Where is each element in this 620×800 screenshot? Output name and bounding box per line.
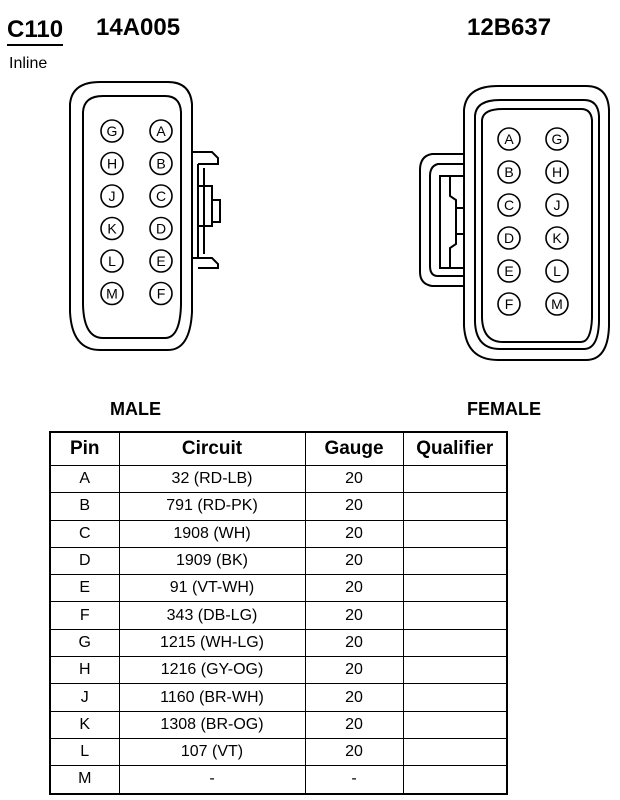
cell-qualifier <box>403 547 507 574</box>
cell-circuit: 32 (RD-LB) <box>119 466 305 493</box>
cell-gauge: - <box>305 766 403 794</box>
male-connector <box>70 82 220 350</box>
male-pin <box>101 218 123 240</box>
cell-qualifier <box>403 684 507 711</box>
pin-label: J <box>553 197 561 213</box>
table-row <box>50 738 507 765</box>
female-pin <box>498 161 520 183</box>
table-row <box>50 547 507 574</box>
table-row <box>50 602 507 629</box>
table-row <box>50 711 507 738</box>
cell-qualifier <box>403 738 507 765</box>
cell-qualifier <box>403 602 507 629</box>
male-pin <box>101 283 123 305</box>
pin-label: B <box>156 155 166 172</box>
pin-label: M <box>551 296 563 312</box>
cell-circuit: 791 (RD-PK) <box>119 493 305 520</box>
female-pin <box>546 194 568 216</box>
cell-circuit: 1216 (GY-OG) <box>119 657 305 684</box>
cell-circuit: 1908 (WH) <box>119 520 305 547</box>
cell-circuit: 343 (DB-LG) <box>119 602 305 629</box>
female-pin-grid <box>498 128 568 315</box>
cell-qualifier <box>403 520 507 547</box>
male-pin <box>150 185 172 207</box>
male-part-number: 14A005 <box>96 14 181 41</box>
cell-pin: D <box>50 547 119 574</box>
cell-gauge: 20 <box>305 738 403 765</box>
table-row <box>50 493 507 520</box>
female-pin <box>498 260 520 282</box>
cell-gauge: 20 <box>305 629 403 656</box>
female-label: FEMALE <box>467 399 541 419</box>
table-body <box>50 466 507 794</box>
pin-label: L <box>108 253 116 269</box>
cell-pin: L <box>50 738 119 765</box>
pin-label: E <box>156 253 166 269</box>
cell-gauge: 20 <box>305 493 403 520</box>
cell-qualifier <box>403 629 507 656</box>
female-pin <box>546 227 568 249</box>
pin-label: B <box>504 164 514 180</box>
table-header-row <box>50 432 507 466</box>
header-circuit: Circuit <box>119 432 305 466</box>
pin-label: D <box>503 230 515 246</box>
table-row <box>50 657 507 684</box>
header-qualifier: Qualifier <box>403 432 507 466</box>
cell-pin: M <box>50 766 119 794</box>
cell-gauge: 20 <box>305 657 403 684</box>
cell-circuit: 1909 (BK) <box>119 547 305 574</box>
female-connector <box>420 86 609 360</box>
table-row <box>50 766 507 794</box>
female-pin <box>546 260 568 282</box>
cell-pin: E <box>50 575 119 602</box>
table-row <box>50 575 507 602</box>
cell-pin: K <box>50 711 119 738</box>
cell-gauge: 20 <box>305 711 403 738</box>
pin-label: H <box>551 164 563 180</box>
male-label: MALE <box>110 399 161 419</box>
pin-label: F <box>156 285 166 302</box>
pin-label: F <box>504 296 514 312</box>
cell-circuit: 1215 (WH-LG) <box>119 629 305 656</box>
female-pin <box>498 293 520 315</box>
table-row <box>50 684 507 711</box>
cell-qualifier <box>403 466 507 493</box>
female-pin <box>546 161 568 183</box>
male-pin <box>150 250 172 272</box>
cell-gauge: 20 <box>305 520 403 547</box>
cell-pin: C <box>50 520 119 547</box>
male-pin <box>150 218 172 240</box>
cell-circuit: 1308 (BR-OG) <box>119 711 305 738</box>
cell-pin: H <box>50 657 119 684</box>
connector-type: Inline <box>9 55 48 72</box>
pin-label: C <box>503 197 515 213</box>
cell-gauge: 20 <box>305 684 403 711</box>
pinout-table <box>49 431 508 795</box>
female-pin <box>498 128 520 150</box>
connector-id: C110 <box>7 17 63 46</box>
pin-label: K <box>552 230 562 246</box>
female-pin <box>498 227 520 249</box>
pin-label: H <box>106 155 118 172</box>
male-pin <box>101 185 123 207</box>
female-pin <box>498 194 520 216</box>
cell-pin: G <box>50 629 119 656</box>
cell-circuit: 107 (VT) <box>119 738 305 765</box>
pin-label: E <box>504 263 514 279</box>
pin-label: J <box>108 188 116 204</box>
pin-label: G <box>106 123 118 139</box>
cell-qualifier <box>403 575 507 602</box>
cell-gauge: 20 <box>305 547 403 574</box>
pin-label: D <box>155 220 167 237</box>
pin-label: C <box>155 188 167 204</box>
pin-label: M <box>106 285 118 302</box>
cell-circuit: 1160 (BR-WH) <box>119 684 305 711</box>
male-pin <box>150 283 172 305</box>
cell-qualifier <box>403 766 507 794</box>
female-pin <box>546 128 568 150</box>
cell-qualifier <box>403 493 507 520</box>
male-pin-grid <box>101 120 172 305</box>
header-pin: Pin <box>50 432 119 466</box>
table-row <box>50 520 507 547</box>
male-pin <box>101 153 123 175</box>
cell-gauge: 20 <box>305 466 403 493</box>
cell-pin: F <box>50 602 119 629</box>
male-pin <box>101 250 123 272</box>
cell-gauge: 20 <box>305 575 403 602</box>
pin-label: K <box>107 220 117 237</box>
cell-pin: A <box>50 466 119 493</box>
pin-label: L <box>553 263 561 279</box>
pin-label: A <box>504 131 514 147</box>
pin-label: A <box>156 123 166 139</box>
cell-qualifier <box>403 711 507 738</box>
cell-pin: J <box>50 684 119 711</box>
female-part-number: 12B637 <box>467 14 552 41</box>
pin-label: G <box>551 131 563 147</box>
cell-gauge: 20 <box>305 602 403 629</box>
table-row <box>50 466 507 493</box>
header-gauge: Gauge <box>305 432 403 466</box>
male-pin <box>150 153 172 175</box>
male-pin <box>150 120 172 142</box>
cell-pin: B <box>50 493 119 520</box>
male-pin <box>101 120 123 142</box>
female-pin <box>546 293 568 315</box>
cell-qualifier <box>403 657 507 684</box>
cell-circuit: 91 (VT-WH) <box>119 575 305 602</box>
table-row <box>50 629 507 656</box>
cell-circuit: - <box>119 766 305 794</box>
